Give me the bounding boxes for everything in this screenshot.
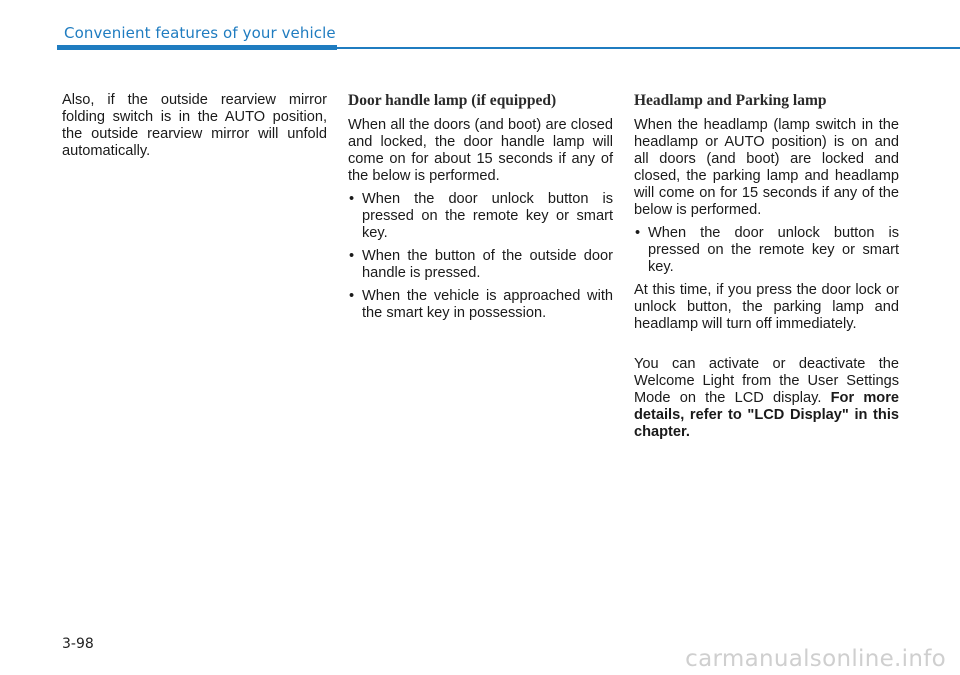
header-accent-bar — [57, 45, 337, 50]
lcd-display-reference: For more details, refer to "LCD Display" in this chapter. — [634, 390, 899, 440]
list-item: • When the vehicle is approached with the smart key in possession. — [348, 288, 613, 322]
door-handle-lamp-bullets — [348, 191, 613, 322]
page-number: 3-98 — [62, 636, 94, 652]
door-handle-lamp-intro: When all the doors (and boot) are closed and locked, the door handle lamp will come on for about 15 seconds if any of the below is performed. — [348, 117, 613, 184]
text-column-2 — [348, 92, 613, 328]
headlamp-parking-lamp-heading: Headlamp and Parking lamp — [634, 92, 827, 109]
headlamp-bullets — [634, 225, 899, 276]
site-watermark: carmanualsonline.info — [685, 646, 946, 672]
list-item: • When the door unlock button is pressed on the remote key or smart key. — [348, 191, 613, 242]
welcome-light-paragraph — [634, 356, 899, 441]
mirror-folding-paragraph: Also, if the outside rearview mirror folding switch is in the AUTO position, the outside rearview mirror will unfold automatically. — [62, 92, 327, 159]
text-column-1 — [62, 92, 327, 166]
list-item: • When the button of the outside door handle is pressed. — [348, 248, 613, 282]
text-column-3 — [634, 92, 899, 441]
paragraph-spacer — [634, 339, 899, 356]
list-item: • When the door unlock button is pressed on the remote key or smart key. — [634, 225, 899, 276]
header-rule-line — [337, 47, 960, 49]
section-header-title: Convenient features of your vehicle — [64, 24, 336, 42]
welcome-light-text: You can activate or deactivate the Welcome Light from the User Settings Mode on the LCD display. — [634, 356, 899, 406]
headlamp-intro: When the headlamp (lamp switch in the headlamp or AUTO position) is on and all doors (and boot) are locked and closed, the parking lamp and headlamp will come on for 15 seconds if any of the below is performed. — [634, 117, 899, 218]
door-handle-lamp-heading: Door handle lamp (if equipped) — [348, 92, 557, 109]
lamp-off-paragraph: At this time, if you press the door lock or unlock button, the parking lamp and headlamp will turn off immediately. — [634, 282, 899, 332]
